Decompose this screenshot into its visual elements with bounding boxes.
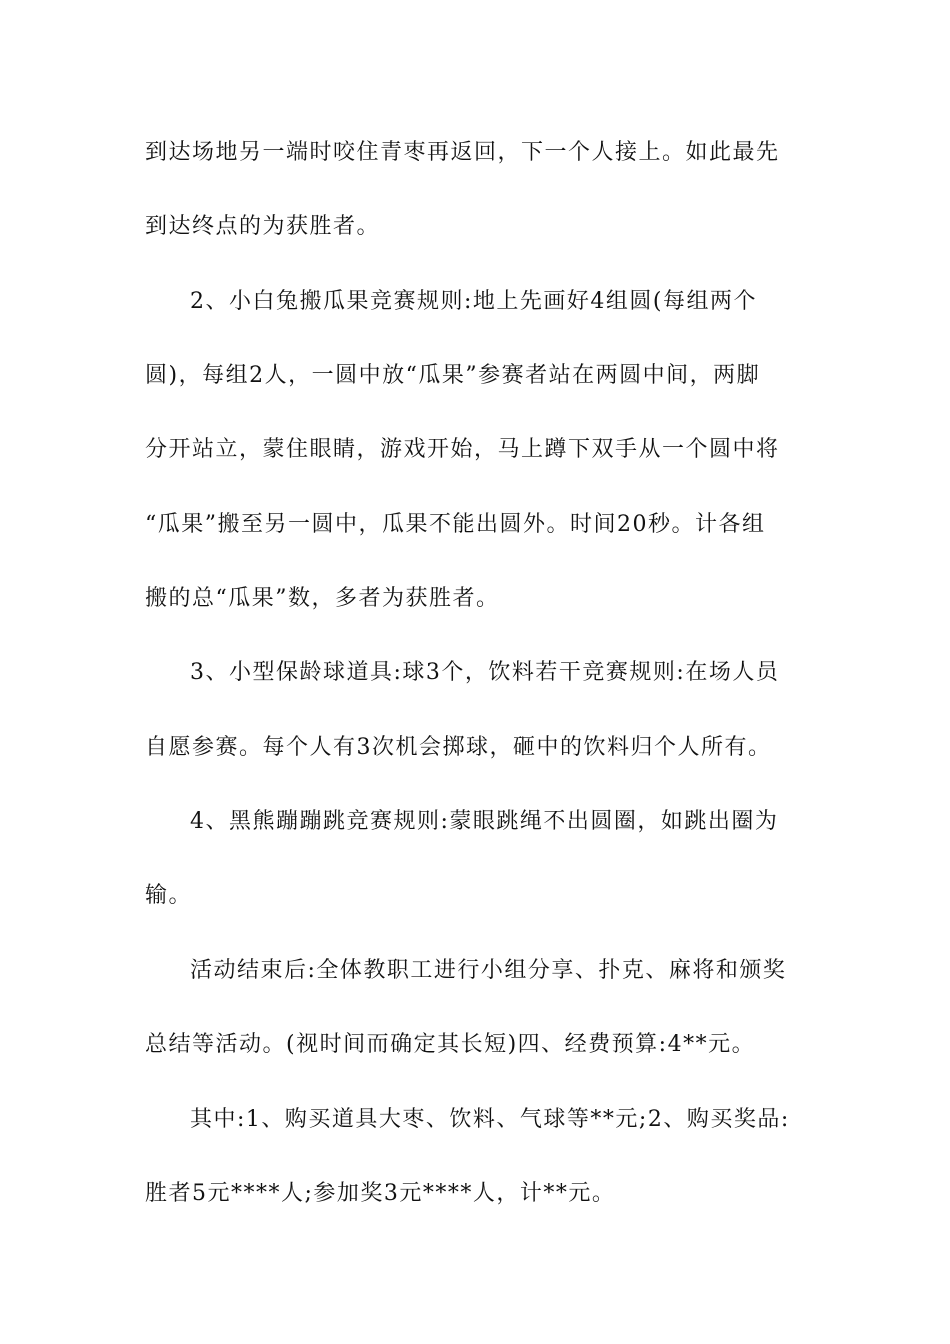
- paragraph-line: 分开站立，蒙住眼睛，游戏开始，马上蹲下双手从一个圆中将: [145, 437, 780, 462]
- paragraph-line: 到达终点的为获胜者。: [145, 214, 381, 239]
- paragraph-line: 到达场地另一端时咬住青枣再返回，下一个人接上。如此最先: [145, 140, 780, 165]
- paragraph-line: 4、黑熊蹦蹦跳竞赛规则:蒙眼跳绳不出圆圈，如跳出圈为: [190, 809, 779, 834]
- paragraph-line: 搬的总“瓜果”数，多者为获胜者。: [145, 586, 500, 611]
- paragraph-line: “瓜果”搬至另一圆中，瓜果不能出圆外。时间20秒。计各组: [145, 512, 766, 537]
- paragraph-line: 3、小型保龄球道具:球3个，饮料若干竞赛规则:在场人员: [190, 660, 780, 685]
- paragraph-line: 胜者5元****人;参加奖3元****人，计**元。: [145, 1181, 616, 1206]
- paragraph-line: 输。: [145, 883, 193, 908]
- paragraph-line: 圆)，每组2人，一圆中放“瓜果”参赛者站在两圆中间，两脚: [145, 363, 761, 388]
- paragraph-line: 2、小白兔搬瓜果竞赛规则:地上先画好4组圆(每组两个: [190, 289, 757, 314]
- paragraph-line: 活动结束后:全体教职工进行小组分享、扑克、麻将和颁奖: [190, 958, 787, 983]
- paragraph-line: 总结等活动。(视时间而确定其长短)四、经费预算:4**元。: [145, 1032, 756, 1057]
- paragraph-line: 其中:1、购买道具大枣、饮料、气球等**元;2、购买奖品:: [190, 1107, 790, 1132]
- paragraph-line: 自愿参赛。每个人有3次机会掷球，砸中的饮料归个人所有。: [145, 735, 772, 760]
